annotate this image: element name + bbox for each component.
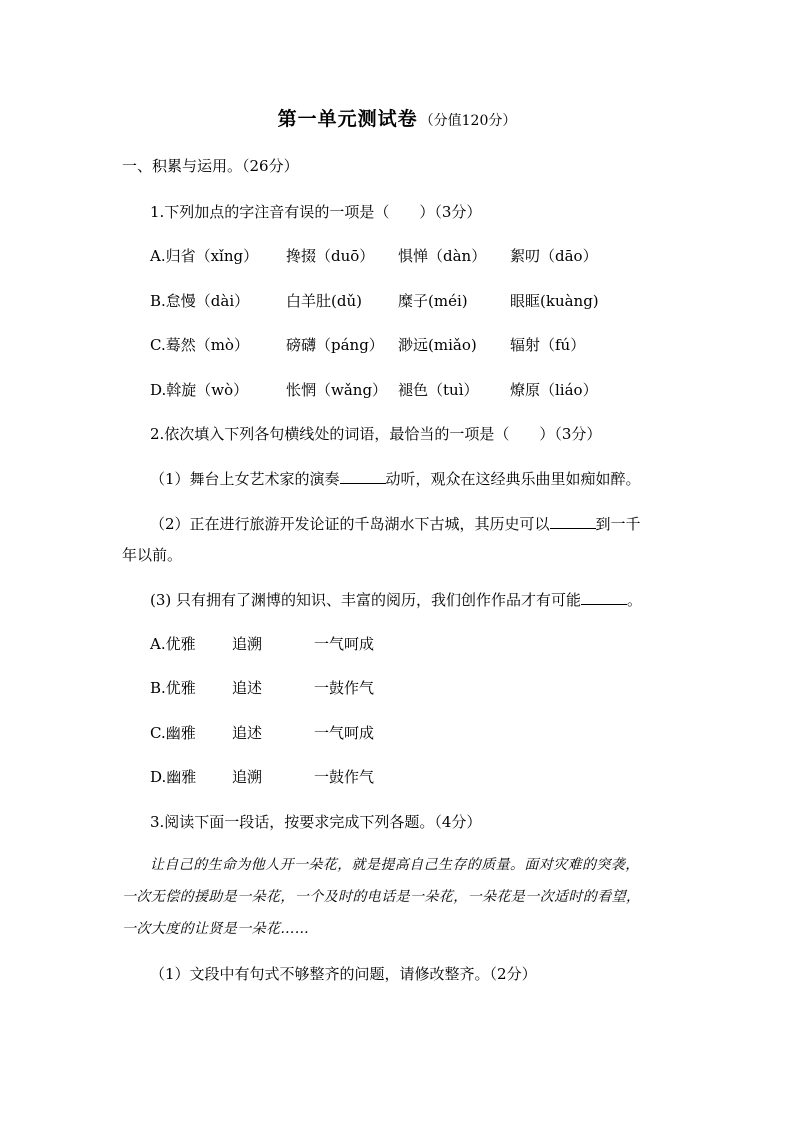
option-cell: B.怠慢（dài） xyxy=(150,292,250,310)
option-cell: 追溯 xyxy=(232,768,263,786)
sentence-text: 。 xyxy=(627,591,643,609)
page-title xyxy=(0,104,794,131)
passage-line-2: 一次无偿的援助是一朵花，一个及时的电话是一朵花，一朵花是一次适时的看望， xyxy=(122,889,641,905)
question-1-stem: 1.下列加点的字注音有误的一项是（ ）（3分） xyxy=(150,203,482,221)
option-cell: 搀掇（duō） xyxy=(286,247,375,265)
sentence-text: 到一千 xyxy=(595,515,641,533)
option-cell: 絮叨（dāo） xyxy=(510,247,598,265)
option-cell: 追述 xyxy=(232,679,263,697)
option-cell: D.幽雅 xyxy=(150,768,197,786)
option-cell: 辐射（fú） xyxy=(510,336,586,354)
option-cell: 追述 xyxy=(232,724,263,742)
option-cell: 追溯 xyxy=(232,635,263,653)
option-cell: 燎原（liáo） xyxy=(510,381,598,399)
option-cell: B.优雅 xyxy=(150,679,196,697)
option-cell: 怅惘（wǎng） xyxy=(286,381,388,399)
passage-line-1: 让自己的生命为他人开一朵花，就是提高自己生存的质量。面对灾难的突袭， xyxy=(150,857,640,873)
fill-blank xyxy=(340,469,386,484)
option-cell: 糜子(méi) xyxy=(398,292,468,310)
sentence-text: (3) 只有拥有了渊博的知识、丰富的阅历，我们创作作品才有可能 xyxy=(150,591,582,609)
sentence-text: 动听，观众在这经典乐曲里如痴如醉。 xyxy=(385,470,641,488)
sentence-text: （2）正在进行旅游开发论证的千岛湖水下古城，其历史可以 xyxy=(150,515,550,533)
option-cell: D.斡旋（wò） xyxy=(150,381,249,399)
question-2-stem: 2.依次填入下列各句横线处的词语，最恰当的一项是（ ）（3分） xyxy=(150,425,602,443)
q2-sentence-2-cont: 年以前。 xyxy=(122,546,183,564)
option-cell: A.优雅 xyxy=(150,635,196,653)
option-cell: 一气呵成 xyxy=(314,635,375,653)
option-cell: 褪色（tuì） xyxy=(398,381,479,399)
title-main: 第一单元测试卷 xyxy=(277,108,418,130)
option-cell: 白羊肚(dǔ) xyxy=(286,292,362,310)
option-cell: 磅礴（páng） xyxy=(286,336,384,354)
option-cell: C.蓦然（mò） xyxy=(150,336,249,354)
fill-blank xyxy=(581,590,627,605)
option-cell: 一气呵成 xyxy=(314,724,375,742)
option-cell: 渺远(miǎo) xyxy=(398,336,477,354)
passage-line-3: 一次大度的让贤是一朵花…… xyxy=(122,921,310,937)
title-score: （分值120分） xyxy=(419,113,517,129)
q2-sentence-1 xyxy=(150,469,641,489)
question-3-stem: 3.阅读下面一段话，按要求完成下列各题。（4分） xyxy=(150,813,482,831)
option-cell: C.幽雅 xyxy=(150,724,196,742)
option-cell: 一鼓作气 xyxy=(314,768,375,786)
fill-blank xyxy=(550,514,596,529)
option-cell: A.归省（xǐng） xyxy=(150,247,259,265)
option-cell: 眼眶(kuàng) xyxy=(510,292,599,310)
option-cell: 一鼓作气 xyxy=(314,679,375,697)
option-cell: 惧惮（dàn） xyxy=(398,247,487,265)
sentence-text: （1）舞台上女艺术家的演奏 xyxy=(150,470,340,488)
q2-sentence-3 xyxy=(150,590,642,610)
q2-sentence-2 xyxy=(150,514,641,534)
section-heading: 一、积累与运用。（26分） xyxy=(122,157,299,175)
question-3-sub-1: （1）文段中有句式不够整齐的问题，请修改整齐。（2分） xyxy=(150,965,537,983)
